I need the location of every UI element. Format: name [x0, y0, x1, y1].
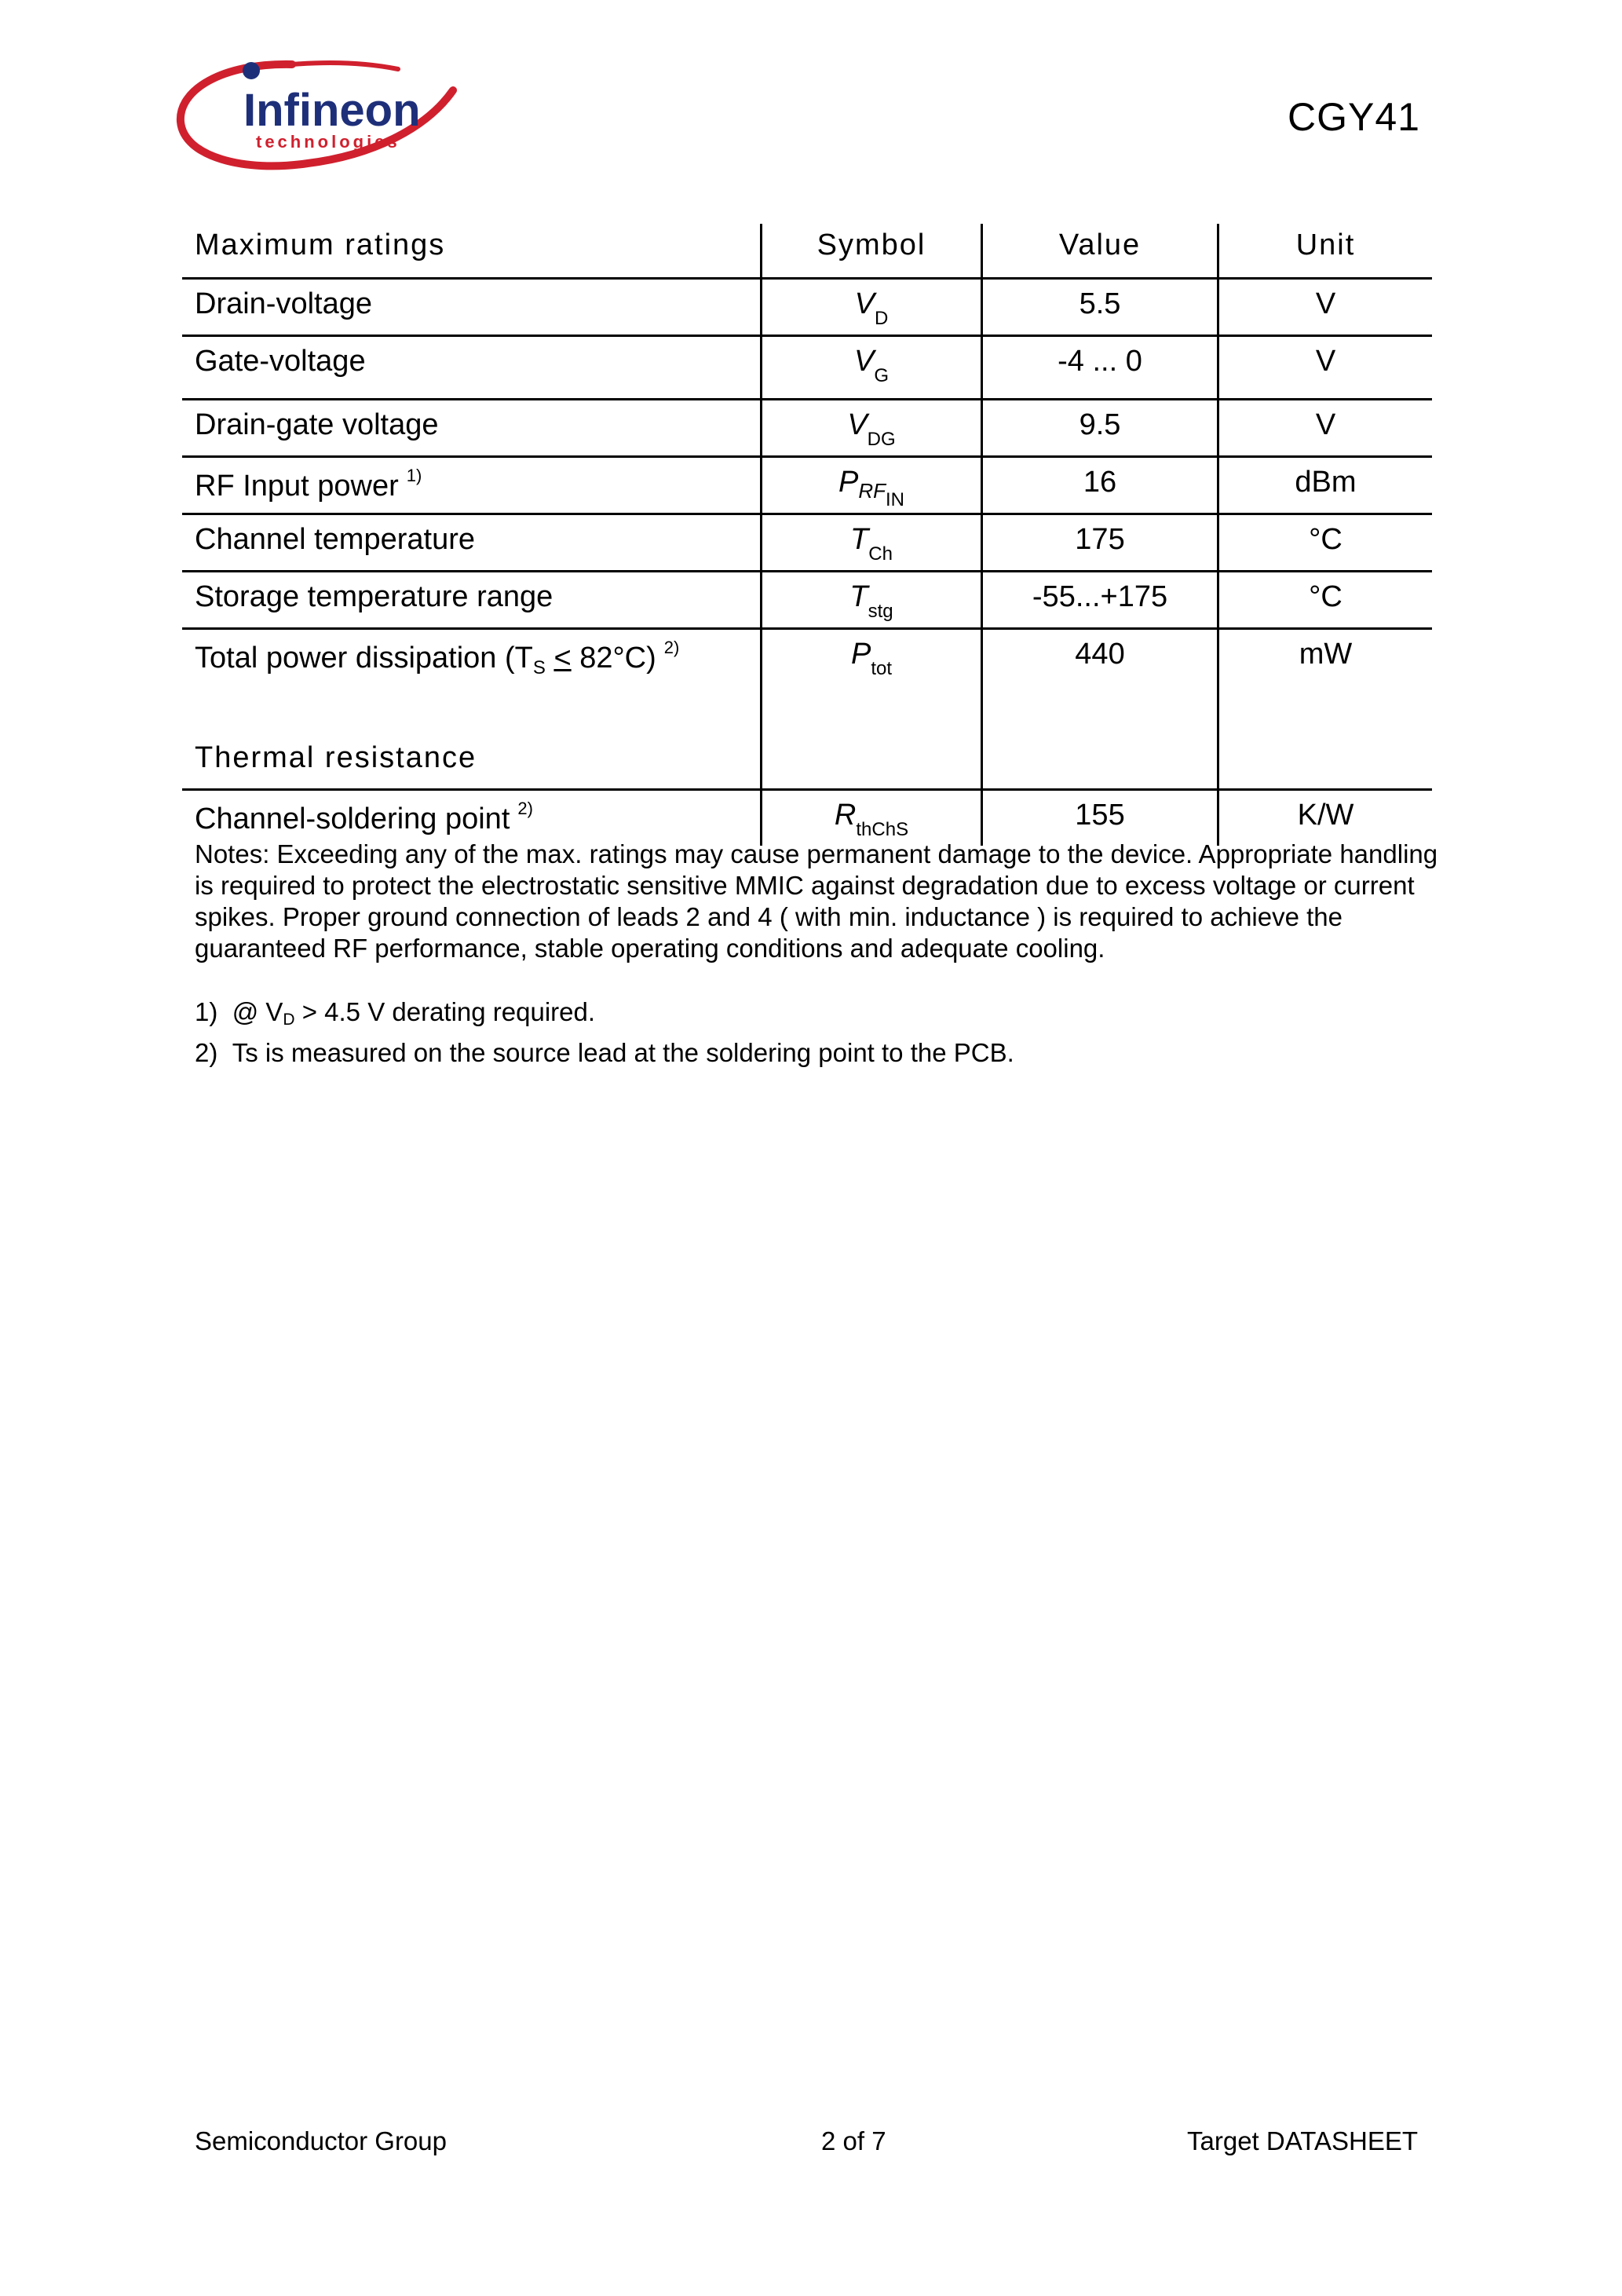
- unit-cell: V: [1218, 400, 1433, 457]
- table-row: [182, 400, 1432, 457]
- table-row: [182, 514, 1432, 572]
- table-row: [182, 336, 1432, 400]
- param-cell: Channel temperature: [182, 514, 762, 572]
- table-row: [182, 457, 1432, 514]
- section-thermal-resistance: Thermal resistance: [182, 733, 762, 790]
- value-cell: -4 ... 0: [982, 336, 1218, 400]
- footnote-2: 2) Ts is measured on the source lead at the soldering point to the PCB.: [195, 1038, 1014, 1067]
- unit-cell: V: [1218, 279, 1433, 336]
- infineon-logo: [174, 55, 465, 181]
- unit-cell: °C: [1218, 572, 1433, 629]
- table-header-row: [182, 224, 1432, 279]
- footnote-ref: 1): [406, 466, 422, 485]
- param-cell: Drain-gate voltage: [182, 400, 762, 457]
- unit-cell: K/W: [1218, 790, 1433, 846]
- part-number: CGY41: [1288, 95, 1420, 139]
- table-spacer-row: [182, 685, 1432, 733]
- symbol-cell: $P_{RFIN}$: [762, 457, 982, 514]
- footer-left: Semiconductor Group: [195, 2126, 447, 2155]
- unit-cell: °C: [1218, 514, 1433, 572]
- footer-page-number: 2 of 7: [821, 2126, 886, 2155]
- param-cell: Total power dissipation $(T_S < 82^\circ C)$ $^{2)}$: [195, 638, 680, 678]
- value-cell: 16: [982, 457, 1218, 514]
- value-cell: 440: [982, 629, 1218, 686]
- svg-text:technologies: technologies: [256, 132, 400, 152]
- unit-cell: V: [1218, 336, 1433, 400]
- value-cell: 155: [982, 790, 1218, 846]
- table-row: [182, 790, 1432, 846]
- value-cell: 175: [982, 514, 1218, 572]
- table-row: [182, 279, 1432, 336]
- param-cell: Drain-voltage: [182, 279, 762, 336]
- symbol-cell: $R_{thChS}$: [762, 790, 982, 846]
- notes-paragraph: Notes: Exceeding any of the max. ratings may cause permanent damage to the device. Appropriate handling is required to protect the electrostatic sensitive MMIC against degradation due to excess voltage or current spikes. Proper ground connection of leads 2 and 4 ( with min. inductance ) is required to achieve the guaranteed RF performance, stable operating conditions and adequate cooling.: [195, 839, 1438, 963]
- footnote-ref: 2): [663, 638, 680, 657]
- symbol-cell: $V_D$: [762, 279, 982, 336]
- value-cell: 5.5: [982, 279, 1218, 336]
- footnote-1: 1) @ $V_D > 4.5$ V derating required.: [195, 997, 596, 1029]
- header-symbol: Symbol: [762, 224, 982, 279]
- footnotes: [195, 996, 1014, 1069]
- max-ratings-table: [182, 224, 1432, 846]
- svg-text:Infineon: Infineon: [243, 85, 421, 136]
- param-cell: Storage temperature range: [182, 572, 762, 629]
- symbol-cell: $V_{DG}$: [762, 400, 982, 457]
- footer-right: Target DATASHEET: [1187, 2126, 1419, 2155]
- param-cell: Channel-soldering point $^{2)}$: [195, 799, 533, 835]
- section-row: [182, 733, 1432, 790]
- param-cell: Gate-voltage: [182, 336, 762, 400]
- header-max-ratings: Maximum ratings: [182, 224, 762, 279]
- table-row: [182, 629, 1432, 686]
- value-cell: 9.5: [982, 400, 1218, 457]
- table-row: [182, 572, 1432, 629]
- unit-cell: mW: [1218, 629, 1433, 686]
- header-unit: Unit: [1218, 224, 1433, 279]
- param-cell: RF Input power $^{1)}$: [182, 457, 762, 514]
- symbol-cell: $T_{Ch}$: [762, 514, 982, 572]
- header-value: Value: [982, 224, 1218, 279]
- value-cell: -55...+175: [982, 572, 1218, 629]
- unit-cell: dBm: [1218, 457, 1433, 514]
- symbol-cell: $T_{stg}$: [762, 572, 982, 629]
- symbol-cell: $P_{tot}$: [762, 629, 982, 686]
- symbol-cell: $V_G$: [762, 336, 982, 400]
- footnote-ref: 2): [517, 799, 533, 818]
